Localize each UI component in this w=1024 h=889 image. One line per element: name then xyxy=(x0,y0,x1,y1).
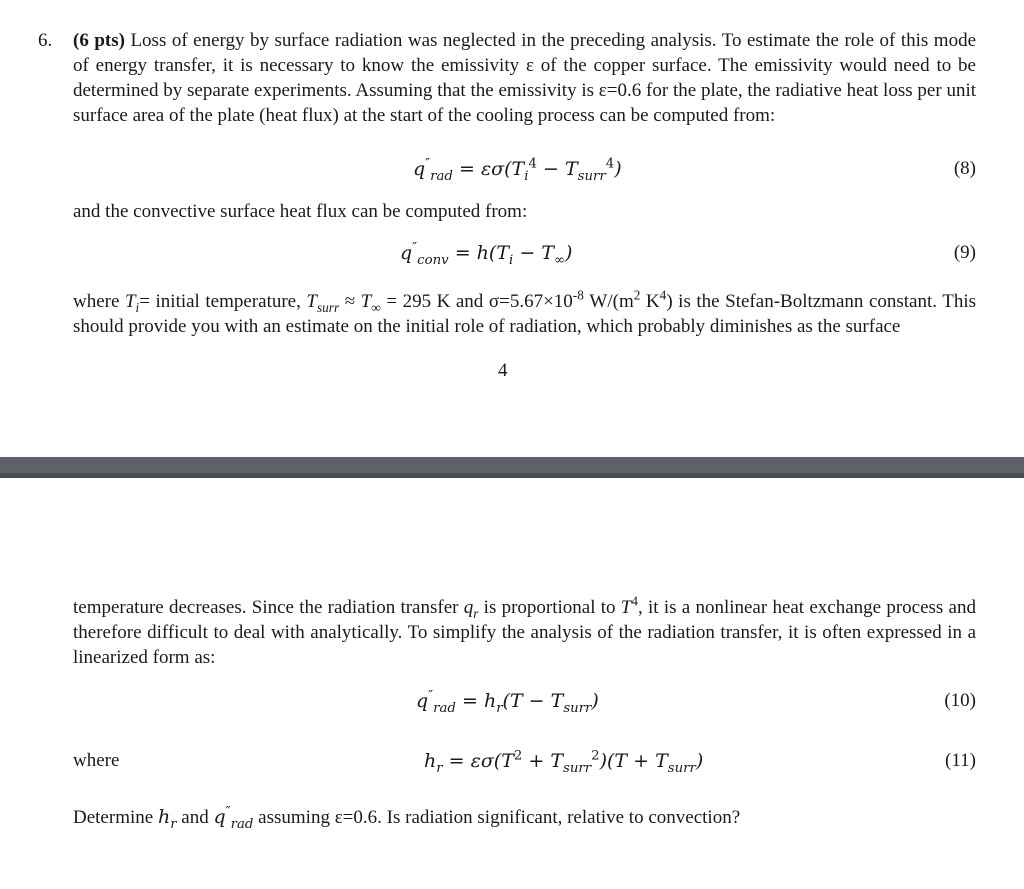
intro-text: Loss of energy by surface radiation was neglected in the preceding analysis. To estimate the role of this mode of energy transfer, it is necessary to know the emissivity ε of the copper surface. The emissivity would need to be determined by separate experiments. Assuming that the emissivity is ε=0.6 for the plate, the radiative heat loss per unit surface area of the plate (heat flux) at the start of the cooling process can be computed from: xyxy=(73,30,977,126)
linearization-paragraph: temperature decreases. Since the radiation transfer $q_r$ is proportional to $T^4$, it is a nonlinear heat exchange process and therefore difficult to deal with analytically. To simplify the analysis of the radiation transfer, it is often expressed in a linearized form as: xyxy=(73,593,976,668)
approx-symbol: ≈ xyxy=(344,291,356,312)
fq-part1: Determine xyxy=(73,807,158,828)
where-label: where xyxy=(73,750,120,771)
equation-9: $q''_{conv} = h(T_i - T_\infty)$ xyxy=(400,240,573,268)
page-number: 4 xyxy=(498,360,508,381)
equation-8-label: (8) xyxy=(953,158,976,179)
units-k: K xyxy=(640,291,660,312)
convective-text: and the convective surface heat flux can be computed from: xyxy=(73,201,528,222)
question-points: (6 pts) xyxy=(73,30,125,51)
equation-10: $q''_{rad} = h_r(T - T_{surr})$ xyxy=(416,688,599,716)
para-part1: temperature decreases. Since the radiation transfer xyxy=(73,597,464,618)
page-5 xyxy=(0,478,1024,889)
equation-11-label: (11) xyxy=(945,750,976,771)
exponent: -8 xyxy=(572,287,584,303)
equation-11: $h_r = \varepsilon\sigma(T^2 + T_{surr}^2)(T + T_{surr})$ xyxy=(424,748,704,776)
where-paragraph: where $T_i=$ initial temperature, $T_{surr} \approx T_\infty = 295$ K and $\sigma=5.67\times 10^{-8}$ $W/(m^2$ $K^4$) is the Stefan-Boltzmann constant. This should provide you with an estimate on the initial role of radiation, which probably diminishes as the surface xyxy=(73,287,976,337)
para-part2: is proportional to xyxy=(478,597,621,618)
ti-definition: = initial temperature, xyxy=(139,291,301,312)
equation-9-label: (9) xyxy=(953,242,976,263)
fq-part2: and xyxy=(176,807,214,828)
units-start: W/(m xyxy=(583,291,634,312)
fq-part3: assuming ε=0.6. Is radiation significant, relative to convection? xyxy=(253,807,741,828)
question-number: 6. xyxy=(38,30,53,51)
where-word: where xyxy=(73,291,120,312)
value-text: = 295 K and σ=5.67×10 xyxy=(386,291,573,312)
equation-8: $q''_{rad} = \varepsilon\sigma(T_i^4 - T_{surr}^4)$ xyxy=(413,156,622,184)
final-question: Determine $h_r$ and $q''_{rad}$ assuming ε=0.6. Is radiation significant, relative to convection? xyxy=(73,804,741,832)
question-intro xyxy=(73,28,976,128)
continuation-text: This should provide you with an estimate on the initial role of radiation, which probably diminishes as the surface xyxy=(73,291,976,337)
page-break-separator xyxy=(0,457,1024,478)
units-end: ) is the Stefan-Boltzmann constant. xyxy=(666,291,938,312)
equation-10-label: (10) xyxy=(944,690,976,711)
para-part3: , it is a nonlinear heat exchange process and therefore difficult to deal with analytically. To simplify the analysis of the radiation transfer, it is often expressed in a linearized form as: xyxy=(73,597,976,668)
